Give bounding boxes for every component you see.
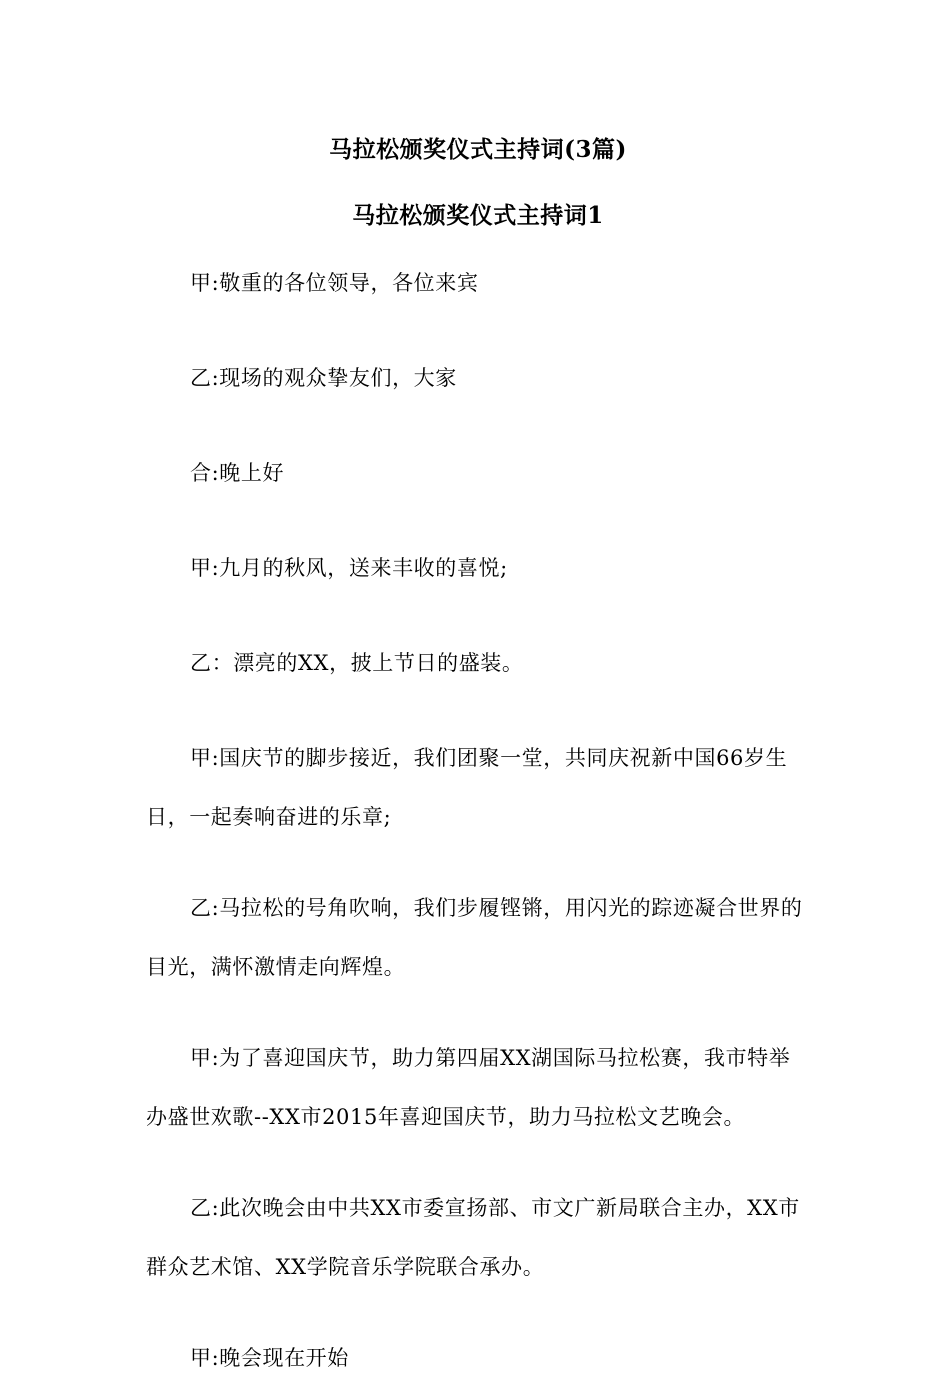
paragraph-9: 乙:此次晚会由中共XX市委宣扬部、市文广新局联合主办，XX市群众艺术馆、XX学院音乐学院联合承办。 xyxy=(146,1196,800,1279)
paragraph-5: 乙：漂亮的XX，披上节日的盛装。 xyxy=(190,651,524,675)
document-title: 马拉松颁奖仪式主持词(3篇) xyxy=(329,136,627,163)
document-subtitle: 马拉松颁奖仪式主持词1 xyxy=(352,202,604,229)
paragraph-6: 甲:国庆节的脚步接近，我们团聚一堂，共同庆祝新中国66岁生日，一起奏响奋进的乐章; xyxy=(146,746,788,829)
paragraph-10: 甲:晚会现在开始 xyxy=(190,1346,349,1370)
paragraph-4: 甲:九月的秋风，送来丰收的喜悦; xyxy=(190,556,508,580)
paragraph-2: 乙:现场的观众挚友们，大家 xyxy=(190,366,457,390)
paragraph-1: 甲:敬重的各位领导，各位来宾 xyxy=(190,271,479,295)
paragraph-8: 甲:为了喜迎国庆节，助力第四届XX湖国际马拉松赛，我市特举办盛世欢歌--XX市2015年喜迎国庆节，助力马拉松文艺晚会。 xyxy=(146,1046,791,1129)
paragraph-7: 乙:马拉松的号角吹响，我们步履铿锵，用闪光的踪迹凝合世界的目光，满怀激情走向辉煌。 xyxy=(146,896,803,979)
paragraph-3: 合:晚上好 xyxy=(190,461,285,485)
